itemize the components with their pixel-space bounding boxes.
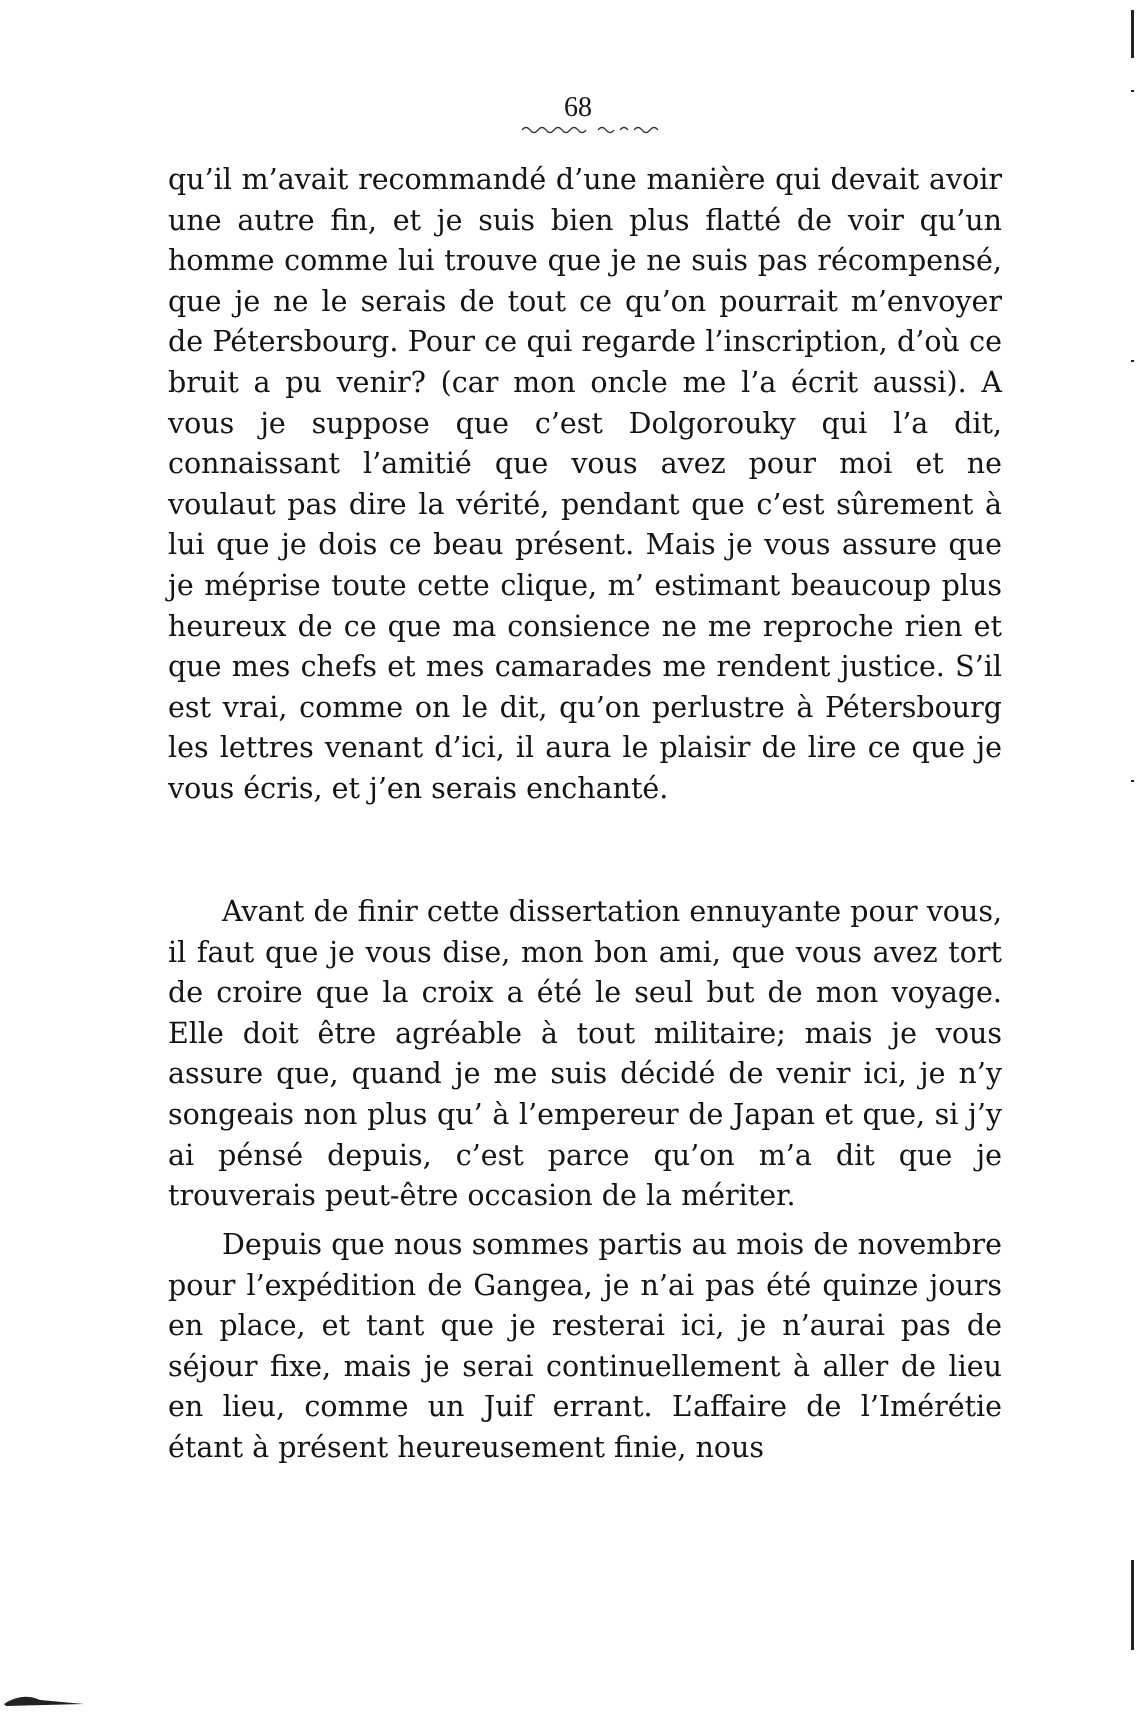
page-number — [0, 92, 1140, 124]
paragraph-2: Avant de finir cette dissertation ennuyante pour vous, il faut que je vous dise, mon bon ami, que vous avez tort de croire que la croix a été le seul but de mon voyage. Elle doit être agréable à tout militaire; mais je vous assure que, quand je me suis décidé de venir ici, je n’y songeais non plus qu’ à l’empereur de Japan et que, si j’y ai pénsé depuis, c’est parce qu’on m’a dit que je trouverais peut-être occasion de la mériter. — [168, 895, 1002, 1213]
paragraph-1: qu’il m’avait recommandé d’une manière qui devait avoir une autre fin, et je suis bien plus flatté de voir qu’un homme comme lui trouve que je ne suis pas récompensé, que je ne le serais de tout ce qu’on pourrait m’envoyer de Pétersbourg. Pour ce qui regarde l’inscription, d’où ce bruit a pu venir? (car mon oncle me l’a écrit aussi). A vous je suppose que c’est Dolgorouky qui l’a dit, connaissant l’amitié que vous avez pour moi et ne voulaut pas dire la vérité, pendant que c’est sûrement à lui que je dois ce beau présent. Mais je vous assure que je méprise toute cette clique, m’ estimant beaucoup plus heureux de ce que ma consience ne me reproche rien et que mes chefs et mes camarades me rendent justice. S’il est vrai, comme on le dit, qu’on perlustre à Pétersbourg les lettres venant d’ici, il aura le plaisir de lire ce que je vous écris, et j’en serais enchanté. — [168, 163, 1002, 805]
page-edge-rule — [1131, 0, 1134, 1714]
ink-blot-mark — [0, 1688, 90, 1708]
wavy-rule-ornament — [520, 124, 660, 136]
page-number-text: 68 — [564, 92, 592, 123]
paragraph-3: Depuis que nous sommes partis au mois de novembre pour l’expédition de Gangea, je n’ai pas été quinze jours en place, et tant que je resterai ici, je n’aurai pas de séjour fixe, mais je serai continuellement à aller de lieu en lieu, comme un Juif errant. L’affaire de l’Imérétie étant à présent heureusement finie, nous — [168, 1228, 1002, 1464]
